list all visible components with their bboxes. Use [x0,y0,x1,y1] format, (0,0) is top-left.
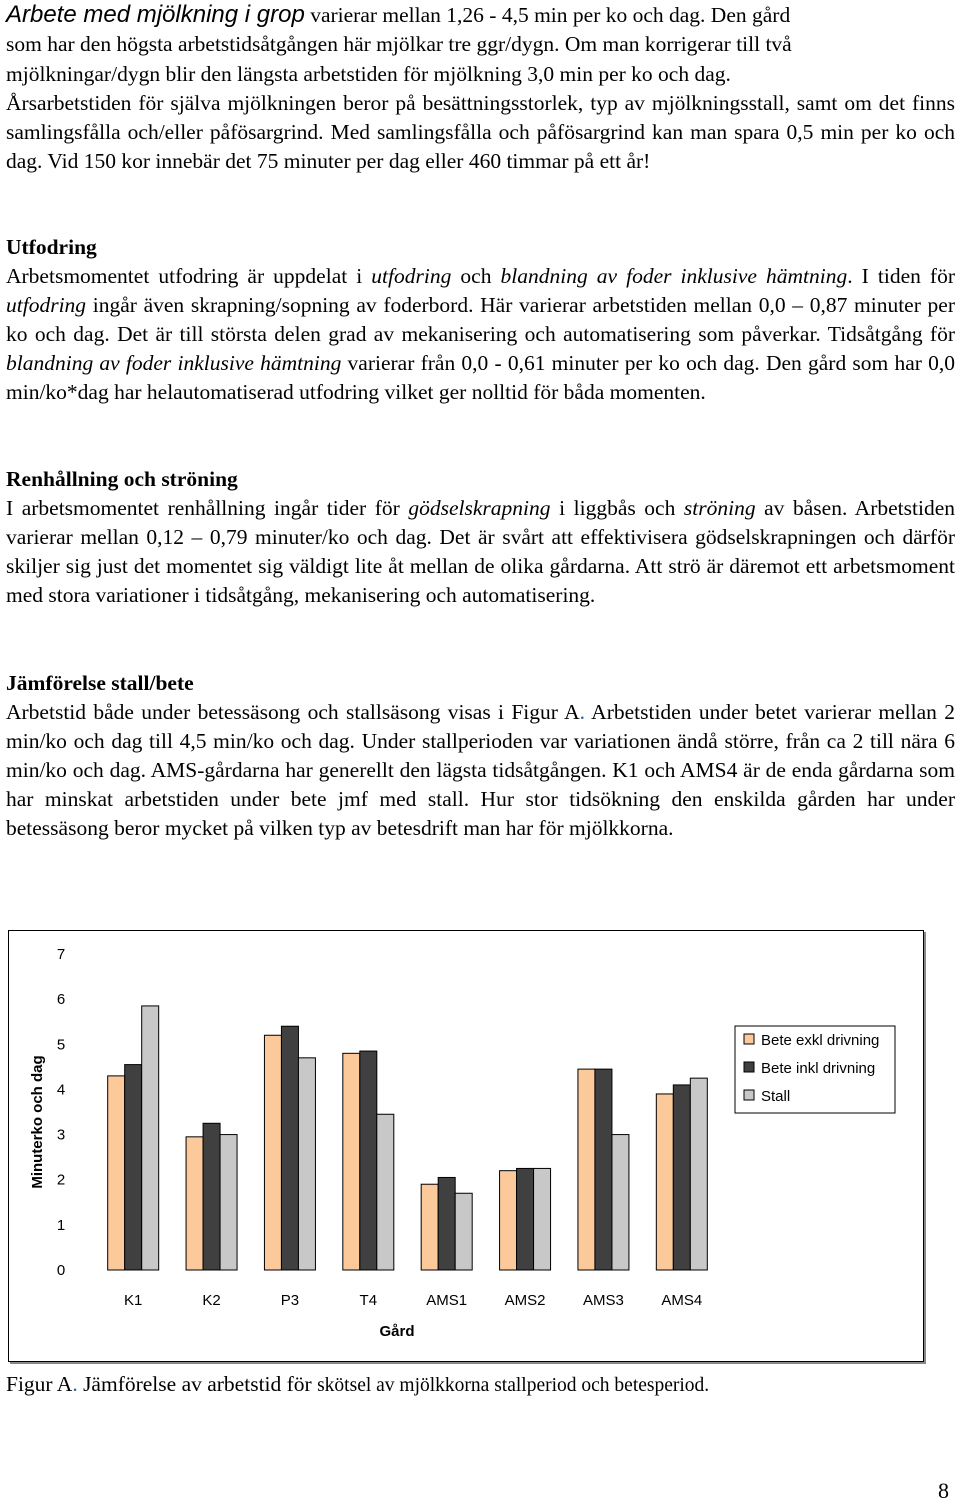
utfodring-heading: Utfodring [6,235,97,259]
mjolkning-line-1 [6,0,955,30]
y-tick-label: 7 [56,946,66,963]
mjolkning-line-2: som har den högsta arbetstidsåtgången här mjölkar tre ggr/dygn. Om man korrigerar till två [6,32,792,56]
figure-caption: Figur A. Jämförelse av arbetstid för skötsel av mjölkkorna stallperiod och betesperiod. [6,1372,710,1396]
bar-K2-1 [186,1137,203,1270]
x-tick-label: AMS3 [583,1292,624,1309]
bar-AMS4-1 [656,1094,673,1270]
jamforelse-heading: Jämförelse stall/bete [6,671,194,695]
mjolkning-line-3: mjölkningar/dygn blir den längsta arbetstiden för mjölkning 3,0 min per ko och dag. [6,62,731,86]
legend-swatch [744,1034,754,1044]
bar-AMS2-1 [500,1171,517,1270]
bar-T4-1 [343,1053,360,1270]
bar-AMS1-3 [455,1193,472,1270]
y-tick-label: 5 [56,1036,66,1054]
bar-AMS1-1 [421,1184,438,1270]
bar-T4-2 [360,1051,377,1270]
x-tick-label: P3 [280,1292,300,1309]
bar-AMS3-2 [595,1069,612,1270]
jamforelse-paragraph: Arbetstid både under betessäsong och stallsäsong visas i Figur A. Arbetstiden under betet varierar mellan 2 min/ko och dag till 4,5 min/ko och dag. Under stallperioden var variationen ändå större, från ca 2 till nära 6 min/ko och dag. AMS-gårdarna har generellt den lägsta tidsåtgången. K1 och AMS4 är de enda gårdarna som har minskat arbetstiden under bete jmf med stall. Hur stor tidsökning den enskilda gården har under betessäsong beror mycket på vilken typ av betesdrift man har för mjölkkorna. [6,700,956,840]
y-axis-label: Minuterko och dag [29,1055,46,1189]
bar-AMS4-3 [690,1078,707,1270]
bar-AMS2-3 [534,1168,551,1270]
page-number: 8 [938,1478,949,1503]
y-tick-label: 2 [56,1171,66,1189]
y-tick-label: 3 [56,1126,66,1144]
bar-AMS4-2 [673,1085,690,1270]
x-tick-label: AMS1 [426,1292,468,1309]
bar-chart [9,931,923,1361]
bar-P3-1 [264,1035,281,1270]
bar-P3-2 [281,1026,298,1270]
bar-AMS1-2 [438,1177,455,1270]
y-tick-label: 1 [56,1216,66,1234]
bar-P3-3 [298,1058,315,1270]
bar-AMS3-3 [612,1135,629,1270]
legend-label: Bete exkl drivning [761,1032,880,1049]
bar-K1-3 [142,1006,159,1270]
bar-AMS2-2 [517,1168,534,1270]
bar-K2-2 [203,1123,220,1270]
x-tick-label: K2 [202,1292,221,1309]
bar-AMS3-1 [578,1069,595,1270]
bar-T4-3 [377,1114,394,1270]
x-axis-label: Gård [379,1323,415,1340]
renhallning-heading: Renhållning och ströning [6,467,238,491]
mjolkning-lead: Arbete med mjölkning i grop [6,1,305,28]
bar-K2-3 [220,1135,237,1270]
mjolkning-line1-rest: varierar mellan 1,26 - 4,5 min per ko och dag. Den gård [304,3,791,27]
legend-label: Bete inkl drivning [761,1060,876,1077]
x-tick-label: AMS2 [504,1292,546,1309]
legend-label: Stall [761,1088,791,1105]
x-tick-label: AMS4 [661,1292,703,1309]
y-tick-label: 6 [56,991,66,1009]
y-tick-label: 0 [56,1262,66,1279]
legend-swatch [744,1090,754,1100]
chart-frame [8,930,924,1362]
y-tick-label: 4 [56,1081,66,1099]
mjolkning-paragraph-rest: Årsarbetstiden för själva mjölkningen beror på besättningsstorlek, typ av mjölkningsstall, samt om det finns samlingsfålla och/eller påfösargrind. Med samlingsfålla och påfösargrind kan man spara 0,5 min per ko och dag. Vid 150 kor innebär det 75 minuter per dag eller 460 timmar på ett år! [6,91,955,173]
bar-K1-2 [125,1065,142,1270]
renhallning-paragraph: I arbetsmomentet renhållning ingår tider för gödselskrapning i liggbås och ströning av båsen. Arbetstiden varierar mellan 0,12 – 0,79 minuter/ko och dag. Det är svårt att effektivisera gödselskrapningen och därför skiljer sig just det momentet sig väldigt lite åt mellan de olika gårdarna. Att strö är däremot ett arbetsmoment med stora variationer i tidsåtgång, mekanisering och automatisering. [6,496,955,607]
x-tick-label: T4 [359,1292,378,1309]
utfodring-paragraph: Arbetsmomentet utfodring är uppdelat i utfodring och blandning av foder inklusive hämtning. I tiden för utfodring ingår även skrapning/sopning av foderbord. Här varierar arbetstiden mellan 0,0 – 0,87 minuter per ko och dag. Det är till största delen grad av mekanisering och automatisering som påverkar. Tidsåtgång för blandning av foder inklusive hämtning varierar från 0,0 - 0,61 minuter per ko och dag. Den gård som har 0,0 min/ko*dag har helautomatiserad utfodring vilket ger nolltid för båda momenten. [6,264,956,404]
bar-K1-1 [108,1076,125,1270]
x-tick-label: K1 [124,1292,143,1309]
legend-swatch [744,1062,754,1072]
